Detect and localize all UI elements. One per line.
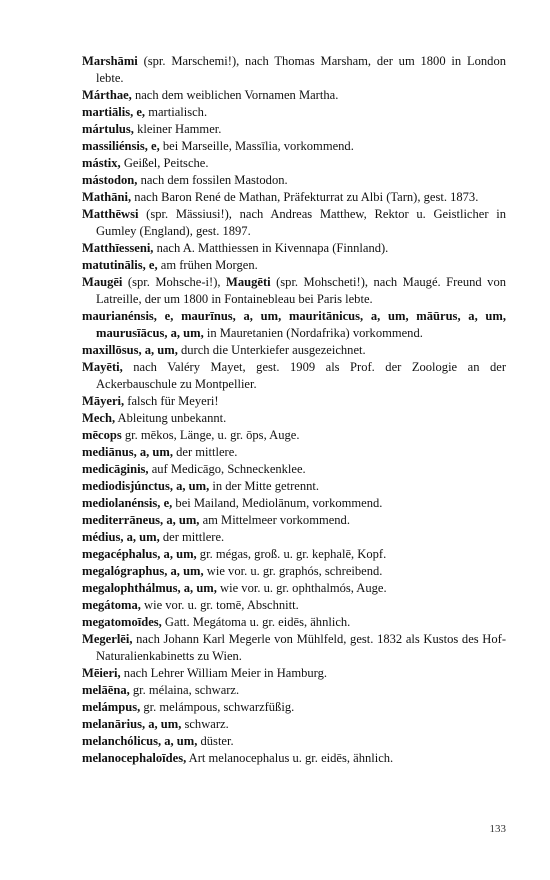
- dictionary-entry: [82, 206, 506, 240]
- entry-definition: am frühen Morgen.: [157, 258, 258, 272]
- dictionary-entry: [82, 750, 506, 767]
- entry-definition: (spr. Marschemi!), nach Thomas Marsham, der um 1800 in London lebte.: [96, 54, 506, 85]
- entry-headword: megacéphalus, a, um,: [82, 547, 197, 561]
- entry-headword: Maugēi: [82, 275, 123, 289]
- entry-definition: am Mittelmeer vorkommend.: [199, 513, 350, 527]
- entry-list: [82, 53, 506, 767]
- entry-definition: bei Marseille, Massīlia, vorkommend.: [159, 139, 354, 153]
- entry-definition: Ableitung unbekannt.: [115, 411, 227, 425]
- entry-headword: megalógraphus, a, um,: [82, 564, 204, 578]
- dictionary-entry: [82, 138, 506, 155]
- dictionary-entry: [82, 240, 506, 257]
- entry-definition: (spr. Mässiusi!), nach Andreas Matthew, Rektor u. Geistlicher in Gumley (England), gest. 1897.: [96, 207, 506, 238]
- dictionary-entry: [82, 580, 506, 597]
- entry-headword: Mayēti,: [82, 360, 123, 374]
- dictionary-entry: [82, 257, 506, 274]
- dictionary-entry: [82, 104, 506, 121]
- dictionary-entry: [82, 614, 506, 631]
- entry-headword: Mathāni,: [82, 190, 132, 204]
- entry-headword: mediānus, a, um,: [82, 445, 173, 459]
- dictionary-entry: [82, 665, 506, 682]
- entry-definition: nach A. Matthiessen in Kivennapa (Finnland).: [153, 241, 389, 255]
- dictionary-entry: [82, 512, 506, 529]
- dictionary-entry: [82, 529, 506, 546]
- entry-headword: médius, a, um,: [82, 530, 160, 544]
- entry-headword: Matthīesseni,: [82, 241, 154, 255]
- entry-headword: Megerlēi,: [82, 632, 133, 646]
- dictionary-entry: [82, 733, 506, 750]
- entry-definition: (spr. Mohsche-i!),: [122, 275, 227, 289]
- entry-definition: falsch für Meyeri!: [124, 394, 219, 408]
- entry-headword: martiālis, e,: [82, 105, 146, 119]
- dictionary-entry: [82, 155, 506, 172]
- entry-headword: massiliénsis, e,: [82, 139, 160, 153]
- entry-headword: Márthae,: [82, 88, 132, 102]
- entry-headword: melanocephaloīdes,: [82, 751, 187, 765]
- dictionary-entry: [82, 682, 506, 699]
- entry-headword: mediodisjúnctus, a, um,: [82, 479, 210, 493]
- entry-definition: auf Medicāgo, Schneckenklee.: [148, 462, 306, 476]
- dictionary-entry: [82, 308, 506, 342]
- entry-headword: melāēna,: [82, 683, 130, 697]
- entry-definition: wie vor. u. gr. tomē, Abschnitt.: [140, 598, 299, 612]
- entry-headword: melanchólicus, a, um,: [82, 734, 198, 748]
- dictionary-entry: [82, 716, 506, 733]
- dictionary-entry: [82, 631, 506, 665]
- dictionary-entry: [82, 393, 506, 410]
- dictionary-entry: [82, 172, 506, 189]
- entry-headword-secondary: Maugēti: [226, 275, 271, 289]
- entry-definition: kleiner Hammer.: [133, 122, 222, 136]
- dictionary-entry: [82, 546, 506, 563]
- entry-headword: mediolanénsis, e,: [82, 496, 173, 510]
- entry-definition: Art melanocephalus u. gr. eidēs, ähnlich.: [186, 751, 394, 765]
- entry-headword: mástix,: [82, 156, 121, 170]
- entry-definition: gr. mélaina, schwarz.: [129, 683, 240, 697]
- entry-definition: durch die Unterkiefer ausgezeichnet.: [177, 343, 366, 357]
- entry-headword: mediterrāneus, a, um,: [82, 513, 200, 527]
- dictionary-entry: [82, 699, 506, 716]
- page-number: 133: [489, 823, 506, 835]
- entry-headword: melámpus,: [82, 700, 141, 714]
- entry-definition: wie vor. u. gr. ophthalmós, Auge.: [216, 581, 387, 595]
- entry-headword: Māyeri,: [82, 394, 125, 408]
- entry-definition: nach Johann Karl Megerle von Mühlfeld, gest. 1832 als Kustos des Hof-Naturalienkabinetts zu Wien.: [96, 632, 506, 663]
- dictionary-entry: [82, 444, 506, 461]
- dictionary-entry: [82, 342, 506, 359]
- entry-headword: mártulus,: [82, 122, 134, 136]
- entry-headword: maurianénsis, e, maurīnus, a, um, mauritānicus, a, um, māūrus, a, um, maurusīācus, a, um,: [82, 309, 506, 340]
- dictionary-entry: [82, 597, 506, 614]
- entry-definition: schwarz.: [181, 717, 229, 731]
- entry-definition: gr. mégas, groß. u. gr. kephalē, Kopf.: [196, 547, 387, 561]
- entry-definition: der mittlere.: [159, 530, 225, 544]
- dictionary-entry: [82, 121, 506, 138]
- entry-definition: wie vor. u. gr. graphós, schreibend.: [203, 564, 383, 578]
- entry-definition: in der Mitte getrennt.: [209, 479, 319, 493]
- entry-headword: maxillōsus, a, um,: [82, 343, 178, 357]
- entry-headword: megalophthálmus, a, um,: [82, 581, 217, 595]
- entry-headword: melanārius, a, um,: [82, 717, 182, 731]
- dictionary-entry: [82, 427, 506, 444]
- entry-definition: nach Valéry Mayet, gest. 1909 als Prof. der Zoologie an der Ackerbauschule zu Montpellier.: [96, 360, 506, 391]
- dictionary-entry: [82, 495, 506, 512]
- entry-definition: nach Baron René de Mathan, Präfekturrat zu Albi (Tarn), gest. 1873.: [131, 190, 479, 204]
- entry-definition: martialisch.: [145, 105, 208, 119]
- entry-definition: Geißel, Peitsche.: [120, 156, 209, 170]
- entry-headword: Mech,: [82, 411, 116, 425]
- dictionary-entry: [82, 563, 506, 580]
- entry-headword: matutinālis, e,: [82, 258, 158, 272]
- entry-headword: Mēieri,: [82, 666, 121, 680]
- dictionary-entry: [82, 53, 506, 87]
- entry-definition: düster.: [197, 734, 234, 748]
- entry-definition: nach Lehrer William Meier in Hamburg.: [120, 666, 328, 680]
- dictionary-entry: [82, 410, 506, 427]
- entry-headword: megatomoīdes,: [82, 615, 162, 629]
- entry-headword: Matthēwsi: [82, 207, 139, 221]
- entry-headword: medicāginis,: [82, 462, 149, 476]
- entry-definition: Gatt. Megátoma u. gr. eidēs, ähnlich.: [161, 615, 351, 629]
- entry-definition: nach dem fossilen Mastodon.: [137, 173, 288, 187]
- entry-definition: gr. mēkos, Länge, u. gr. ōps, Auge.: [121, 428, 300, 442]
- entry-definition: der mittlere.: [172, 445, 238, 459]
- dictionary-entry: [82, 478, 506, 495]
- dictionary-entry: [82, 274, 506, 308]
- entry-definition: bei Mailand, Mediolānum, vorkommend.: [172, 496, 383, 510]
- entry-headword: Marshāmi: [82, 54, 138, 68]
- entry-headword: mástodon,: [82, 173, 138, 187]
- entry-headword: megátoma,: [82, 598, 141, 612]
- entry-definition: gr. melámpous, schwarzfüßig.: [140, 700, 295, 714]
- entry-definition-secondary: (spr. Mohscheti!), nach Maugé. Freund von Latreille, der um 1800 in Fontainebleau bei Paris lebte.: [96, 275, 506, 306]
- dictionary-entry: [82, 461, 506, 478]
- dictionary-entry: [82, 87, 506, 104]
- dictionary-entry: [82, 189, 506, 206]
- dictionary-entry: [82, 359, 506, 393]
- entry-definition: nach dem weiblichen Vornamen Martha.: [131, 88, 339, 102]
- entry-headword: mēcops: [82, 428, 122, 442]
- entry-definition: in Mauretanien (Nordafrika) vorkommend.: [203, 326, 423, 340]
